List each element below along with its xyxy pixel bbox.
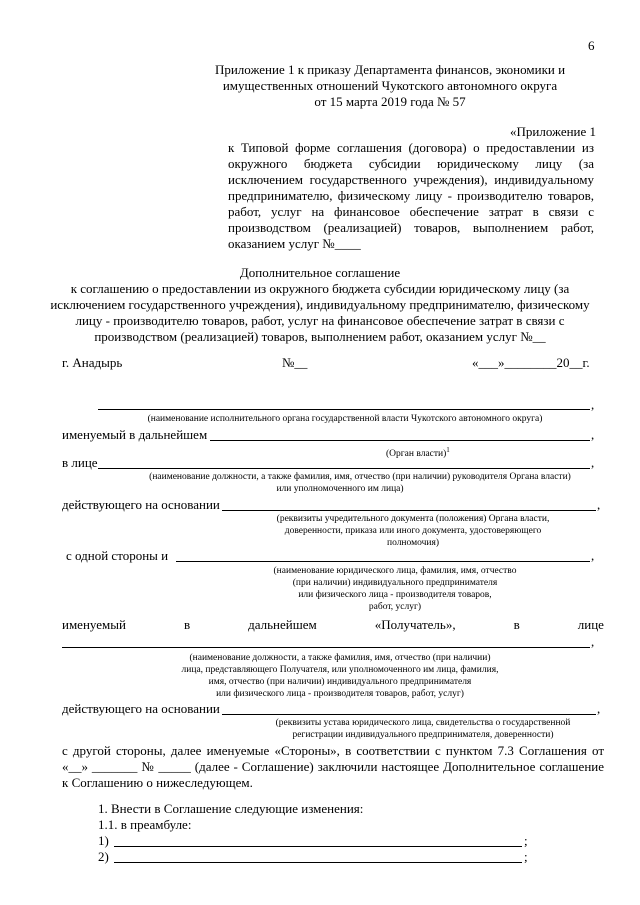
recipient-person-field[interactable] bbox=[62, 647, 590, 648]
person-hint: (наименование должности, а также фамилия, имя, отчество (при наличии) руководителя Органа власти) или уполномоченного им лица) bbox=[149, 472, 571, 494]
referred-hint: (Орган власти)$^1$ bbox=[386, 446, 450, 460]
basis-label: действующего на основании bbox=[62, 497, 220, 512]
one-side-hint: (наименование юридического лица, фамилия, имя, отчество (при наличии) индивидуального предпринимателя или физического лица - производителя товаров, работ, услуг) bbox=[273, 566, 517, 612]
list-item-field[interactable] bbox=[114, 862, 522, 863]
list-item-number: 1) bbox=[98, 833, 109, 848]
page-number: 6 bbox=[588, 38, 595, 53]
appendix-header-line: Приложение 1 к приказу Департамента финансов, экономики и bbox=[214, 62, 566, 77]
person-label: в лице bbox=[62, 455, 98, 470]
agreement-title: Дополнительное соглашение bbox=[239, 265, 401, 280]
appendix-header-line: от 15 марта 2019 года № 57 bbox=[314, 94, 466, 109]
form-ref-title: «Приложение 1 bbox=[510, 124, 597, 139]
footnote-mark: 1 bbox=[446, 446, 450, 454]
form-ref-line: предпринимателю, физическому лицу - производителю товаров, bbox=[228, 188, 594, 203]
one-side-label: с одной стороны и bbox=[66, 548, 169, 563]
agreement-subtitle-line: исключением государственного учреждения), индивидуальному предпринимателю, физическому bbox=[50, 297, 590, 312]
item-1: 1. Внести в Соглашение следующие изменения: bbox=[98, 801, 364, 816]
recipient-row: именуемый в дальнейшем «Получатель», в лице bbox=[62, 617, 604, 632]
agreement-subtitle bbox=[30, 281, 610, 345]
referred-field[interactable] bbox=[210, 440, 590, 441]
form-ref-block bbox=[228, 140, 594, 252]
form-ref-line: производством (реализацией) товаров, выполнением работ, bbox=[228, 220, 594, 235]
basis2-hint: (реквизиты устава юридического лица, свидетельства о государственной регистрации индивидуального предпринимателя, доверенности) bbox=[275, 718, 571, 740]
agreement-subtitle-line: производством (реализацией) товаров, выполнением работ, оказанием услуг №__ bbox=[94, 329, 546, 344]
form-ref-line: работ, услуг на финансовое обеспечение затрат в связи с bbox=[228, 204, 594, 219]
date-field[interactable]: «___»________20__г. bbox=[472, 355, 590, 370]
list-item-field[interactable] bbox=[114, 846, 522, 847]
org-name-field[interactable] bbox=[98, 409, 590, 410]
basis2-field[interactable] bbox=[222, 714, 596, 715]
form-ref-line: исключением государственного учреждения), индивидуальному bbox=[228, 172, 594, 187]
person-field[interactable] bbox=[98, 468, 590, 469]
closing-paragraph: с другой стороны, далее именуемые «Стороны», в соответствии с пунктом 7.3 Соглашения от «__» _______ № _____ (далее - Соглашение) заключили настоящее Дополнительное соглашение к Соглашению о нижеследующем. bbox=[62, 743, 604, 790]
basis-field[interactable] bbox=[222, 510, 596, 511]
recipient-hint: (наименование должности, а также фамилия, имя, отчество (при наличии) лица, представляющего Получателя, или уполномоченного им лица, фамилия, имя, отчество (при наличии) индивидуального предпринимателя или физического лица - производителя товаров, работ, услуг) bbox=[181, 653, 499, 699]
agreement-subtitle-line: к соглашению о предоставлении из окружного бюджета субсидии юридическому лицу (за bbox=[70, 281, 570, 296]
number-field[interactable]: №__ bbox=[282, 355, 308, 370]
basis2-label: действующего на основании bbox=[62, 701, 220, 716]
form-ref-line: к Типовой форме соглашения (договора) о предоставлении из bbox=[228, 140, 594, 155]
form-ref-line: окружного бюджета субсидии юридическому лицу (за bbox=[228, 156, 594, 171]
org-hint: (наименование исполнительного органа государственной власти Чукотского автономного округа) bbox=[147, 414, 543, 424]
place: г. Анадырь bbox=[62, 355, 123, 370]
list-item-number: 2) bbox=[98, 849, 109, 864]
appendix-header bbox=[200, 62, 580, 110]
referred-label: именуемый в дальнейшем bbox=[62, 427, 208, 442]
appendix-header-line: имущественных отношений Чукотского автономного округа bbox=[222, 78, 558, 93]
one-side-field[interactable] bbox=[176, 561, 590, 562]
item-1-1: 1.1. в преамбуле: bbox=[98, 817, 192, 832]
form-ref-line: оказанием услуг №____ bbox=[228, 236, 361, 251]
basis-hint: (реквизиты учредительного документа (положения) Органа власти, доверенности, приказа или иного документа, удостоверяющего полномочия) bbox=[276, 514, 550, 548]
agreement-subtitle-line: лицу - производителю товаров, работ, услуг на финансовое обеспечение затрат в связи с bbox=[75, 313, 565, 328]
